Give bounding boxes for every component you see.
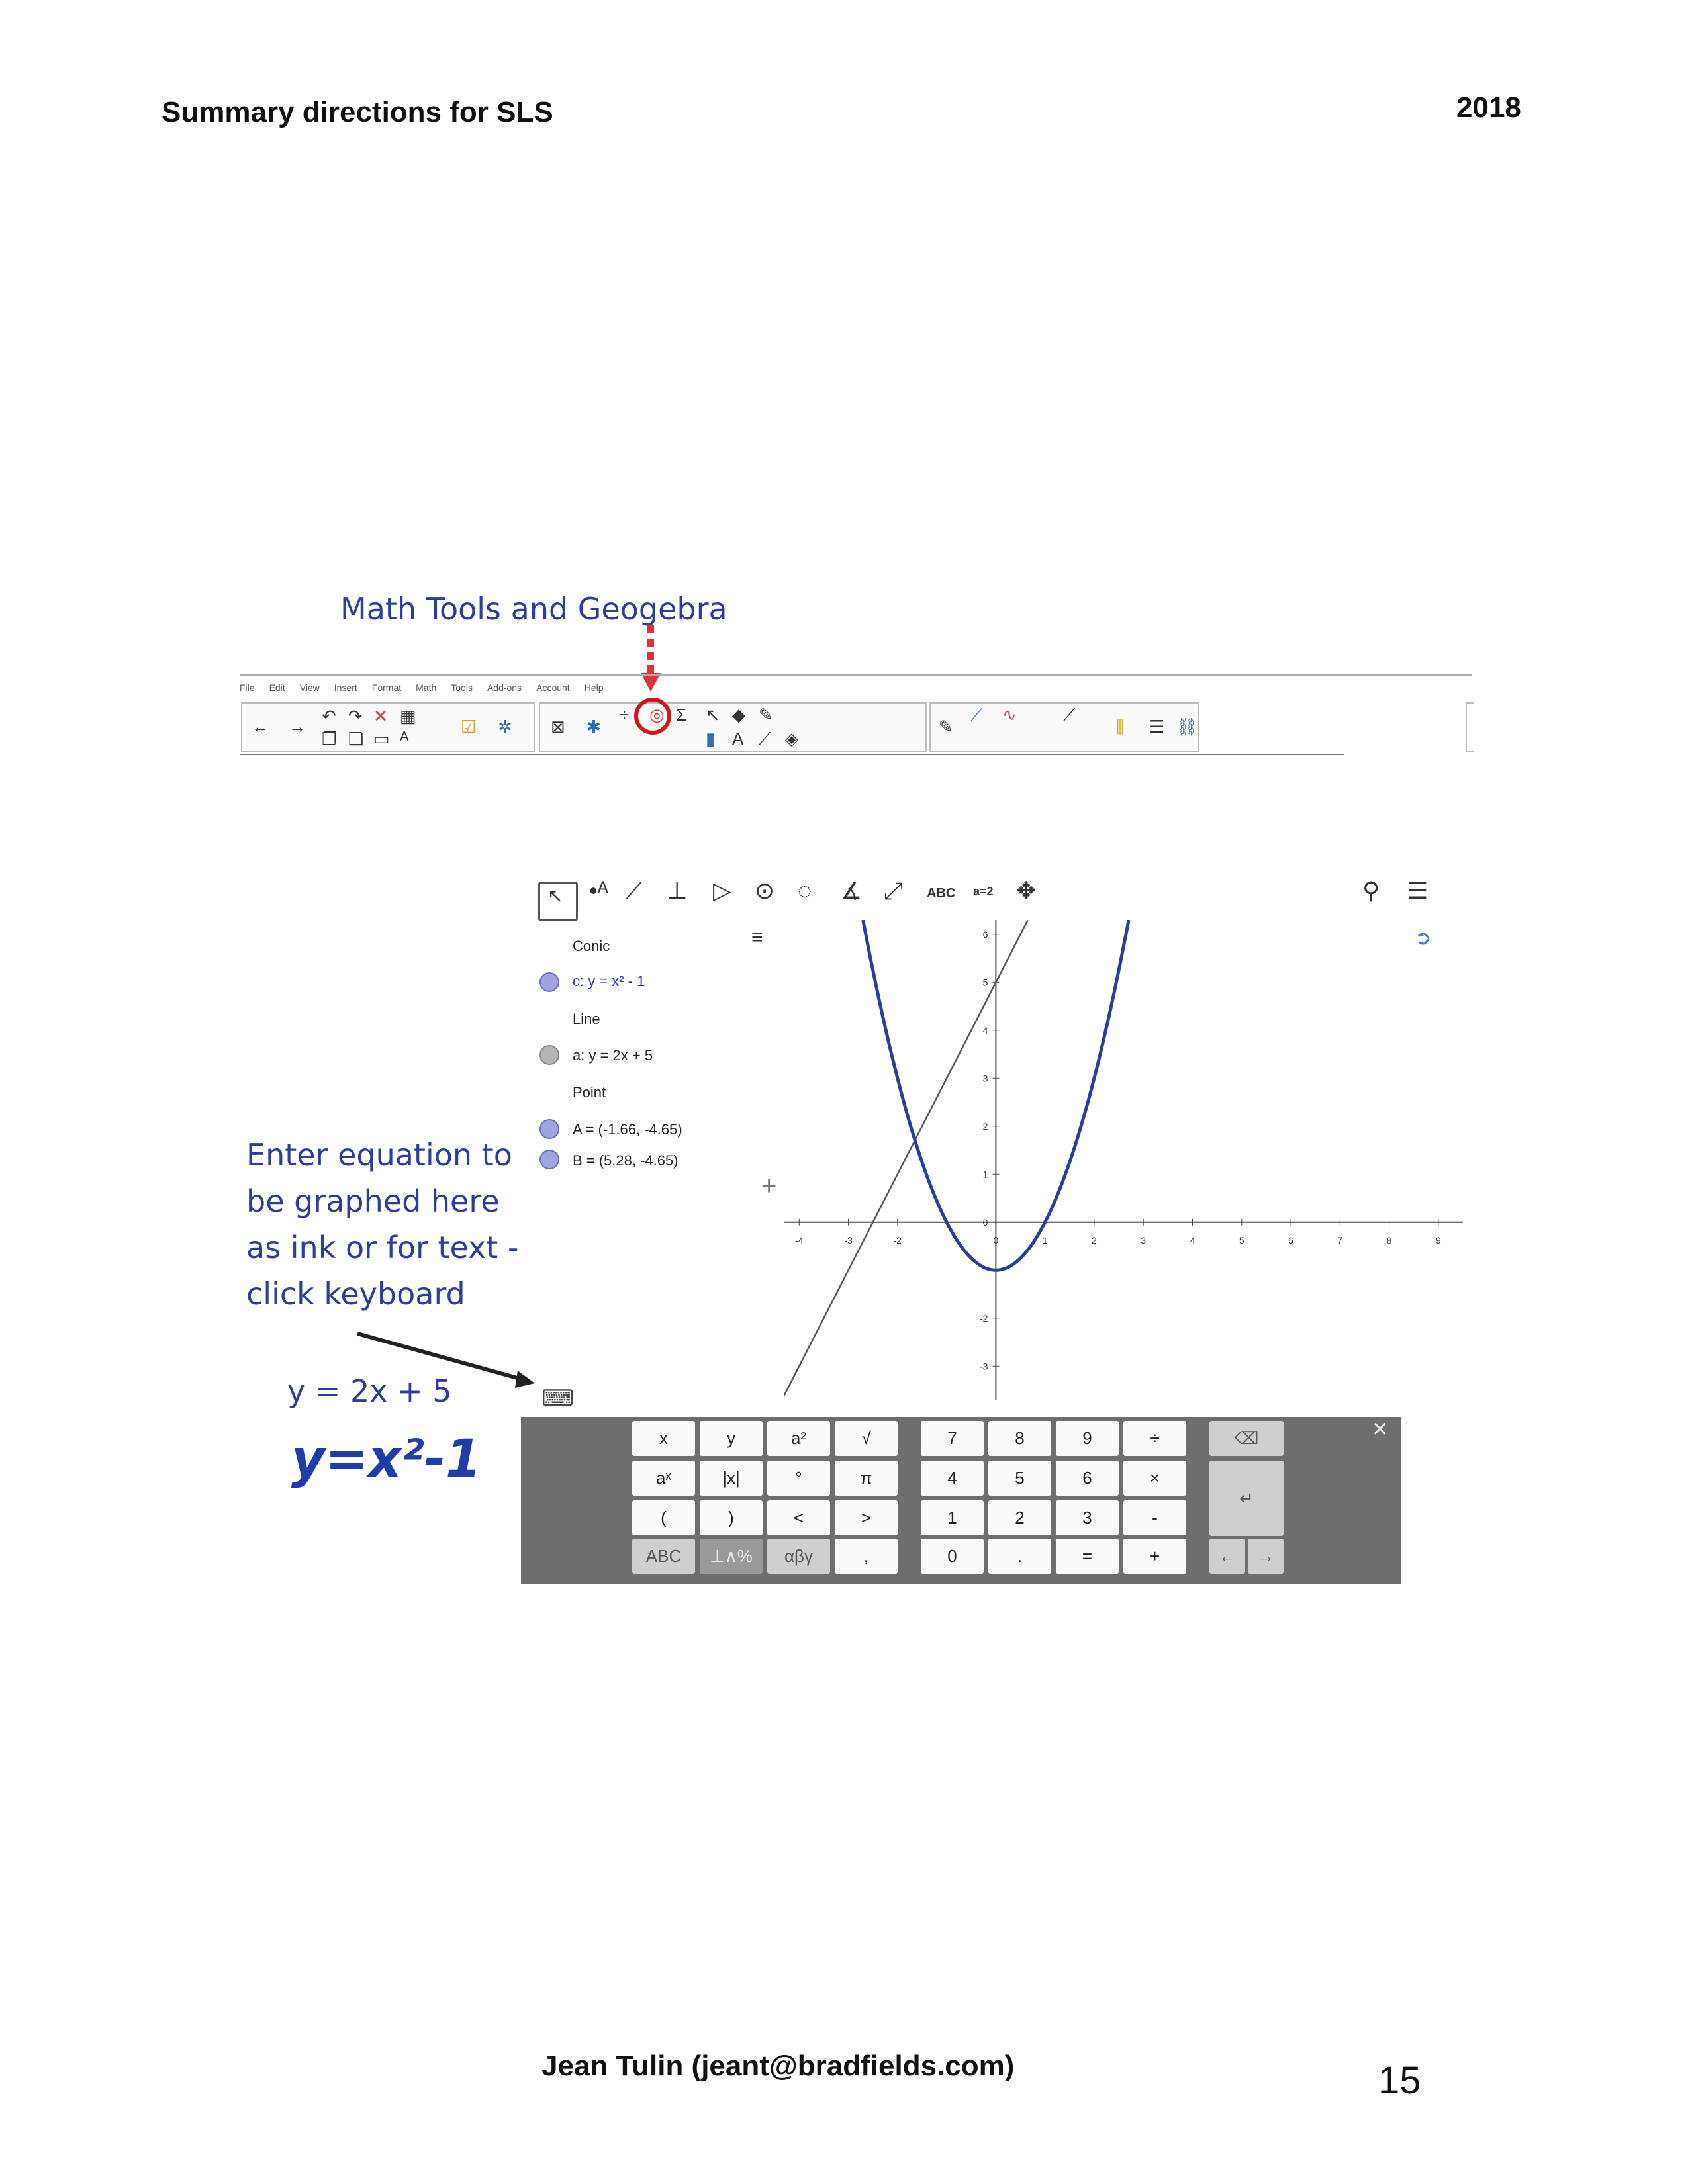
menu-addons[interactable]: Add-ons [487, 682, 522, 693]
toolbar-bottom-rule [240, 754, 1344, 755]
conic-heading: Conic [573, 938, 610, 954]
key[interactable]: 9 [1056, 1421, 1119, 1456]
point-a[interactable]: A = (-1.66, -4.65) [573, 1121, 682, 1138]
copy-icon[interactable]: ❐ [322, 729, 338, 749]
key[interactable]: x [632, 1421, 695, 1456]
y-tick-label: 0 [982, 1216, 988, 1228]
x-tick-label: 2 [1092, 1234, 1097, 1246]
x-tick-label: -4 [795, 1234, 804, 1246]
math-tools-label: Math Tools and Geogebra [340, 591, 727, 627]
key[interactable]: |x| [700, 1461, 763, 1496]
conic-equation[interactable]: c: y = x² - 1 [573, 973, 645, 989]
key[interactable]: 0 [921, 1539, 984, 1574]
page-number: 15 [1378, 2059, 1421, 2102]
point-a-visibility-toggle[interactable] [539, 1119, 559, 1139]
point-b-visibility-toggle[interactable] [539, 1150, 559, 1169]
text-icon[interactable]: A [732, 729, 744, 749]
key[interactable]: . [988, 1539, 1051, 1574]
math-keyboard [521, 1414, 1401, 1584]
key[interactable]: 3 [1056, 1500, 1119, 1535]
right-key[interactable]: → [1248, 1539, 1284, 1574]
menu-account[interactable]: Account [536, 682, 570, 693]
ink-icon[interactable]: ✎ [939, 717, 953, 737]
reflect-tool-icon[interactable]: ⤢ [884, 877, 903, 904]
key[interactable]: 8 [988, 1421, 1051, 1456]
font-icon[interactable]: A [400, 729, 409, 744]
geogebra-icon[interactable]: ◎ [649, 705, 665, 725]
enter-note-line-2: be graphed here [246, 1183, 500, 1219]
top-toolbar [240, 674, 1472, 755]
algebra-options-icon[interactable]: ≡ [751, 927, 763, 948]
key[interactable]: ( [632, 1500, 695, 1535]
line-tool-icon[interactable]: ⟋ [626, 877, 643, 904]
toolbar-group-edit [241, 702, 535, 752]
circle-3pt-tool-icon[interactable]: ◌ [798, 877, 812, 904]
key[interactable]: 1 [921, 1500, 984, 1535]
calc-icon[interactable]: ÷ [620, 705, 630, 725]
geogebra-window [526, 870, 1463, 1400]
key[interactable]: × [1123, 1461, 1186, 1496]
redo-icon[interactable]: ↷ [348, 706, 363, 726]
key[interactable]: 2 [988, 1500, 1051, 1535]
insert-icon[interactable]: ⊠ [551, 717, 565, 737]
key[interactable]: aˣ [632, 1461, 695, 1496]
document-title: Summary directions for SLS [162, 96, 553, 128]
polygon-tool-icon[interactable]: ▷ [713, 877, 731, 904]
cursor-icon: ↖ [547, 886, 563, 906]
toolbar-group-graph [929, 702, 1199, 752]
footer-author: Jean Tulin (jeant@bradfields.com) [541, 2050, 1015, 2082]
menu-help[interactable]: Help [584, 682, 604, 693]
enter-equation-note [246, 1132, 519, 1317]
y-tick-label: -3 [979, 1361, 988, 1372]
close-keyboard-icon[interactable]: × [1372, 1414, 1388, 1443]
key[interactable]: ) [700, 1500, 763, 1535]
x-tick-label: 7 [1337, 1234, 1343, 1246]
trend-icon[interactable]: ⟋ [1063, 705, 1076, 725]
angle-tool-icon[interactable]: ∡ [841, 877, 863, 904]
key[interactable]: √ [835, 1421, 898, 1456]
style-bar-icon[interactable]: ➲ [1415, 927, 1432, 949]
y-tick-label: -2 [979, 1312, 988, 1324]
perpendicular-tool-icon[interactable]: ⊥ [667, 877, 688, 904]
key[interactable]: + [1123, 1539, 1186, 1574]
enter-note-line-3: as ink or for text - [246, 1230, 519, 1265]
pen-icon[interactable]: ✎ [759, 705, 773, 725]
menu-insert[interactable]: Insert [334, 682, 357, 693]
menu-edit[interactable]: Edit [269, 682, 285, 693]
conic-visibility-toggle[interactable] [539, 972, 559, 992]
link-icon[interactable]: ⛓ [1176, 717, 1198, 737]
text-tool[interactable]: ABC [927, 886, 956, 901]
enter-key[interactable]: ↵ [1209, 1461, 1284, 1536]
y-tick-label: 6 [982, 929, 988, 940]
enter-note-line-4: click keyboard [246, 1276, 465, 1312]
x-tick-label: 0 [993, 1234, 999, 1246]
toolbar-edge [1466, 702, 1474, 752]
key[interactable]: < [767, 1500, 830, 1535]
graph-icon[interactable]: ⟋ [970, 705, 983, 725]
curve-icon[interactable]: ∿ [1002, 705, 1017, 725]
key[interactable]: > [835, 1500, 898, 1535]
left-key[interactable]: ← [1209, 1539, 1245, 1574]
key[interactable]: ° [767, 1461, 830, 1496]
undo-icon[interactable]: ↶ [322, 706, 336, 726]
menu-view[interactable]: View [299, 682, 320, 693]
point-tool-icon[interactable]: •ᴬ [589, 877, 608, 904]
circle-tool-icon[interactable]: ⊙ [755, 877, 775, 904]
list-icon[interactable]: ☰ [1149, 717, 1165, 737]
x-tick-label: 3 [1141, 1234, 1147, 1246]
typed-example: y = 2x + 5 [287, 1373, 452, 1409]
line-heading: Line [573, 1011, 600, 1027]
puzzle-icon[interactable]: ✲ [498, 717, 512, 737]
handwritten-example: y=x²-1 [291, 1430, 482, 1489]
point-b[interactable]: B = (5.28, -4.65) [573, 1152, 679, 1169]
check-icon[interactable]: ☑ [461, 717, 477, 737]
menu-file[interactable]: File [240, 682, 255, 693]
x-tick-label: 5 [1239, 1234, 1244, 1246]
menu-tools[interactable]: Tools [451, 682, 473, 693]
x-tick-label: 6 [1288, 1234, 1293, 1246]
shape-icon[interactable]: ◆ [732, 705, 745, 725]
table-icon[interactable]: ▦ [400, 706, 416, 726]
y-tick-label: 2 [982, 1120, 988, 1132]
key[interactable]: 7 [921, 1421, 984, 1456]
move-view-tool-icon[interactable]: ✥ [1016, 877, 1037, 904]
forward-arrow-icon[interactable]: → [289, 717, 306, 737]
x-tick-label: 1 [1042, 1234, 1048, 1246]
y-tick-label: 4 [982, 1024, 988, 1036]
sum-icon[interactable]: Σ [676, 705, 687, 725]
key[interactable]: ÷ [1123, 1421, 1186, 1456]
x-tick-label: 4 [1190, 1234, 1196, 1246]
back-arrow-icon[interactable]: ← [252, 717, 269, 737]
point-heading: Point [573, 1084, 606, 1101]
bars-icon[interactable]: ▮ [706, 729, 716, 749]
y-tick-label: 1 [982, 1169, 988, 1180]
x-tick-label: 8 [1386, 1234, 1392, 1246]
backspace-key[interactable]: ⌫ [1209, 1421, 1284, 1456]
line-draw-icon[interactable]: ⟋ [759, 729, 771, 749]
x-tick-label: -2 [893, 1234, 902, 1246]
x-tick-label: -3 [844, 1234, 853, 1246]
graphics-view[interactable] [784, 920, 1463, 1400]
key[interactable]: a² [767, 1421, 830, 1456]
key[interactable]: = [1056, 1539, 1119, 1574]
comment-icon[interactable]: ▭ [373, 729, 390, 749]
key[interactable]: , [835, 1539, 898, 1574]
document-year: 2018 [1456, 91, 1521, 124]
key[interactable]: ABC [632, 1539, 695, 1574]
key[interactable]: y [700, 1421, 763, 1456]
key[interactable]: αβγ [767, 1539, 830, 1574]
slider-tool[interactable]: a=2 [973, 885, 994, 898]
eraser-icon[interactable]: ◈ [785, 729, 798, 749]
menu-icon[interactable]: ☰ [1407, 877, 1429, 904]
enter-note-line-1: Enter equation to [246, 1137, 512, 1173]
highlight-circle [634, 698, 671, 735]
x-tick-label: 9 [1435, 1234, 1441, 1246]
menu-format[interactable]: Format [371, 682, 402, 693]
y-tick-label: 3 [982, 1073, 988, 1084]
key[interactable]: ⊥∧% [700, 1539, 763, 1574]
key[interactable]: π [835, 1461, 898, 1496]
add-input-plus-icon[interactable]: + [761, 1171, 777, 1201]
math-icon[interactable]: ✱ [586, 717, 601, 737]
line-equation[interactable]: a: y = 2x + 5 [573, 1047, 653, 1064]
paste-icon[interactable]: ❏ [348, 729, 364, 749]
key[interactable]: - [1123, 1500, 1186, 1535]
menu-bar [240, 682, 604, 697]
y-tick-label: 5 [982, 977, 988, 988]
stats-icon[interactable]: ⫼ [1116, 717, 1124, 737]
line-visibility-toggle[interactable] [539, 1045, 559, 1065]
toolbar-group-math [539, 702, 927, 752]
key[interactable]: 6 [1056, 1461, 1119, 1496]
search-icon[interactable]: ⚲ [1362, 877, 1380, 904]
line-graph [784, 920, 1028, 1400]
key[interactable]: 4 [921, 1461, 984, 1496]
delete-icon[interactable]: ✕ [373, 706, 388, 726]
menu-math[interactable]: Math [416, 682, 437, 693]
keyboard-icon[interactable]: ⌨ [541, 1386, 575, 1411]
pointer-icon[interactable]: ↖ [706, 705, 720, 725]
key[interactable]: 5 [988, 1461, 1051, 1496]
